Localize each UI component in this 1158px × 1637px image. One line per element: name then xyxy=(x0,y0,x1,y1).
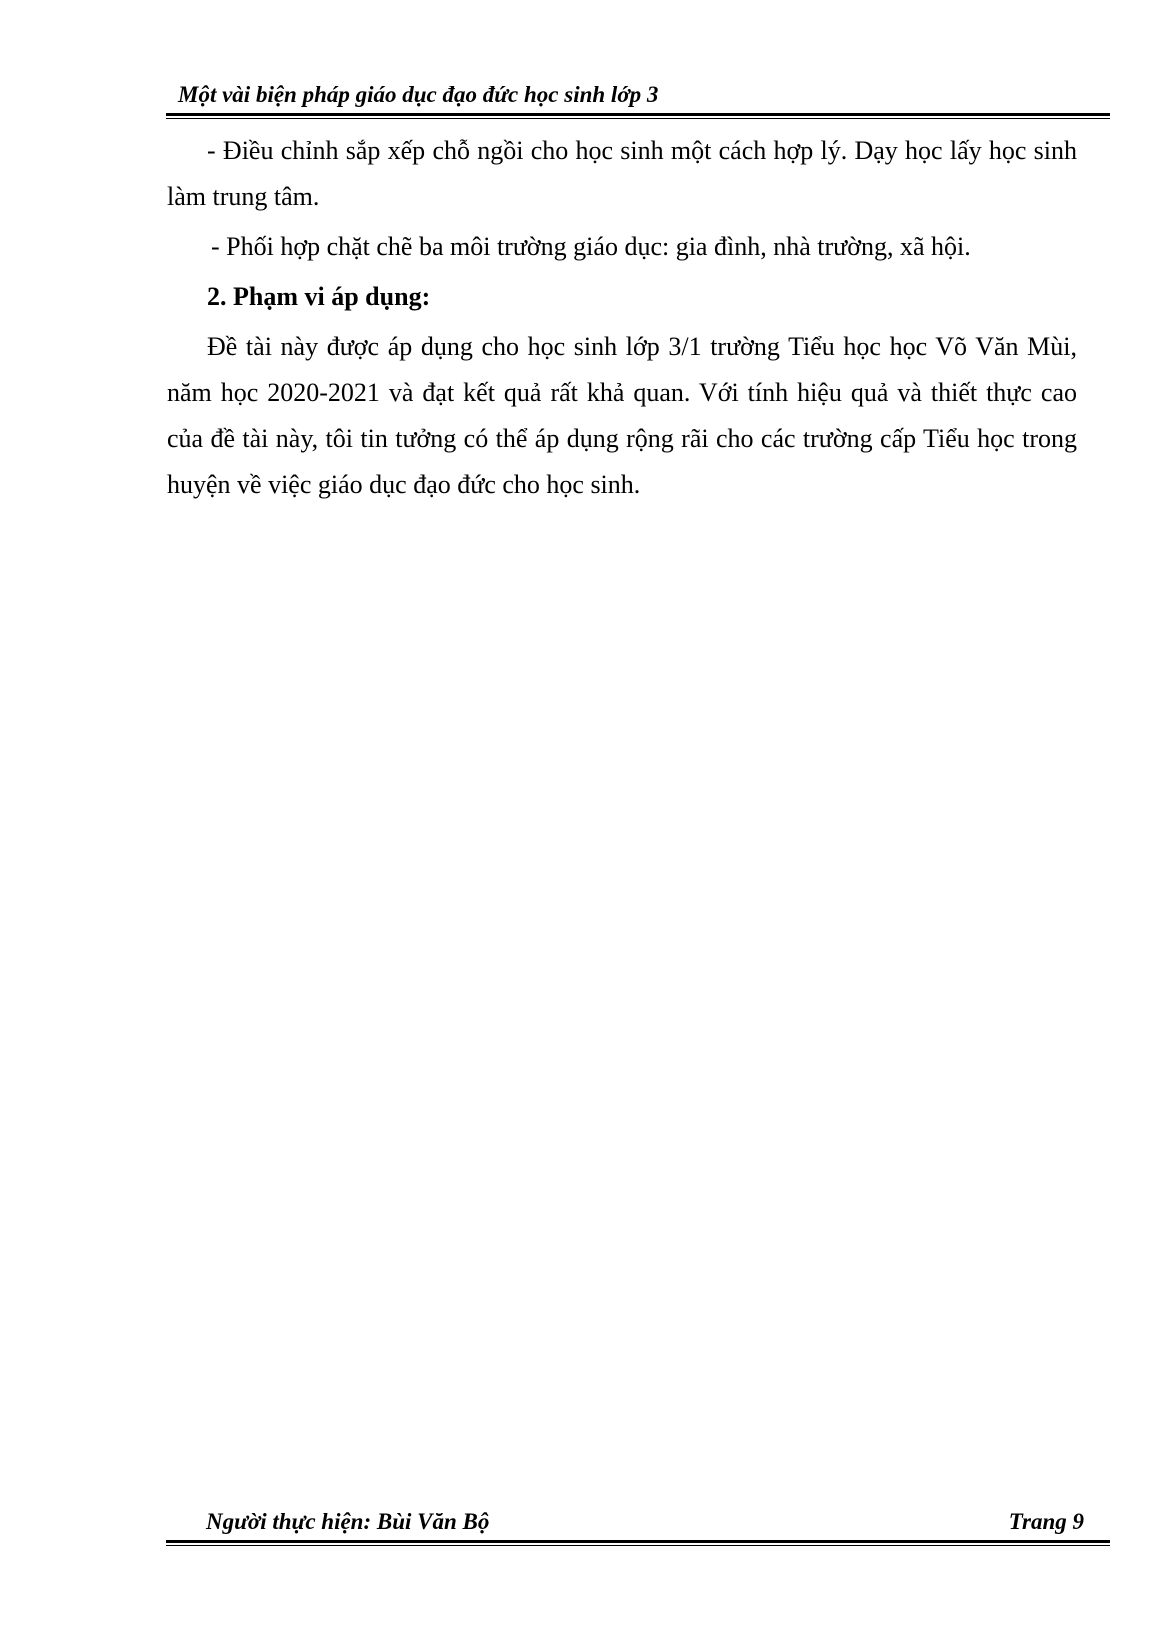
footer-rule-thin xyxy=(166,1545,1110,1546)
footer-author: Người thực hiện: Bùi Văn Bộ xyxy=(206,1509,490,1534)
document-body xyxy=(167,128,1077,512)
footer-rule-thick xyxy=(166,1540,1110,1543)
paragraph-scope: Đề tài này được áp dụng cho học sinh lớp 3/1 trường Tiểu học học Võ Văn Mùi, năm học 2020-2021 và đạt kết quả rất khả quan. Với tính hiệu quả và thiết thực cao của đề tài này, tôi tin tưởng có thể áp dụng rộng rãi cho các trường cấp Tiểu học trong huyện về việc giáo dục đạo đức cho học sinh. xyxy=(167,332,1077,499)
page-header xyxy=(166,80,1110,119)
header-rule-thin xyxy=(166,118,1110,119)
footer-page-number: Trang 9 xyxy=(1008,1509,1084,1534)
page-footer xyxy=(166,1507,1110,1546)
paragraph-coordination: - Phối hợp chặt chẽ ba môi trường giáo dục: gia đình, nhà trường, xã hội. xyxy=(211,232,971,261)
paragraph-seating: - Điều chỉnh sắp xếp chỗ ngồi cho học sinh một cách hợp lý. Dạy học lấy học sinh làm trung tâm. xyxy=(167,136,1077,211)
header-rule-thick xyxy=(166,113,1110,116)
header-title: Một vài biện pháp giáo dục đạo đức học sinh lớp 3 xyxy=(178,82,659,107)
section-heading: 2. Phạm vi áp dụng: xyxy=(207,282,431,311)
